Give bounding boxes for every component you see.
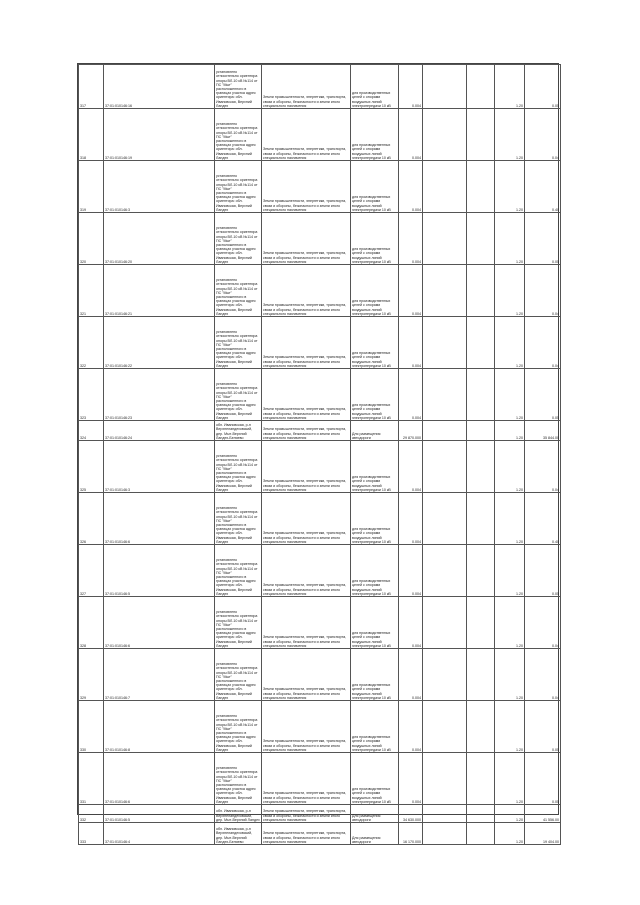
row-number-cell: 327 <box>79 545 104 597</box>
column-8-cell <box>467 317 495 369</box>
column-8-cell <box>467 805 495 823</box>
area-cell: 0.004 <box>399 545 423 597</box>
cadastral-number-cell: 37:01:010146:3 <box>104 161 215 213</box>
row-number-cell: 330 <box>79 701 104 753</box>
row-number-cell: 319 <box>79 161 104 213</box>
rate-cell: 1.20 <box>495 545 525 597</box>
column-8-cell <box>467 65 495 109</box>
area-cell: 0.004 <box>399 213 423 265</box>
table-row <box>79 701 561 753</box>
value-cell: 0.05 <box>525 701 561 753</box>
column-7-cell <box>423 369 467 421</box>
address-cell: установлено относительно ориентира опоры ВЛ-10 кВ №114 от ПС "Мыт" расположенного в границах участка адрес ориентира: обл. Ивановская, Верхний Ландех <box>215 597 262 649</box>
value-cell: 19 404.00 <box>525 823 561 845</box>
land-category-cell: Земли промышленности, энергетики, транспорта, связи и обороны, безопасности и земли иного специального назначения <box>262 161 351 213</box>
cadastral-number-cell: 37:01:010146:24 <box>104 421 215 441</box>
column-7-cell <box>423 213 467 265</box>
table-row <box>79 441 561 493</box>
permitted-use-cell: для производственных целей с опорами воздушных линий электропередачи 10 кВ <box>351 493 399 545</box>
rate-cell: 1.20 <box>495 649 525 701</box>
value-cell: 41 556.00 <box>525 805 561 823</box>
land-category-cell: Земли промышленности, энергетики, транспорта, связи и обороны, безопасности и земли иного специального назначения <box>262 753 351 805</box>
table-row <box>79 805 561 823</box>
area-cell: 16 170.000 <box>399 823 423 845</box>
permitted-use-cell: для производственных целей с опорами воздушных линий электропередачи 10 кВ <box>351 753 399 805</box>
address-cell: обл. Ивановская, р-н Верхнеландеховский, дер. Мыт-Верхний Ландех <box>215 805 262 823</box>
column-7-cell <box>423 823 467 845</box>
address-cell: установлено относительно ориентира опоры ВЛ-10 кВ №114 от ПС "Мыт" расположенного в границах участка адрес ориентира: обл. Ивановская, Верхний Ландех <box>215 753 262 805</box>
row-number-cell: 332 <box>79 805 104 823</box>
value-cell: 0.05 <box>525 213 561 265</box>
value-cell: 0.04 <box>525 109 561 161</box>
permitted-use-cell: для производственных целей с опорами воздушных линий электропередачи 10 кВ <box>351 65 399 109</box>
permitted-use-cell: для производственных целей с опорами воздушных линий электропередачи 10 кВ <box>351 213 399 265</box>
value-cell: 0.05 <box>525 545 561 597</box>
cadastral-number-cell: 37:01:010146:6 <box>104 493 215 545</box>
value-cell: 0.05 <box>525 65 561 109</box>
row-number-cell: 324 <box>79 421 104 441</box>
column-8-cell <box>467 161 495 213</box>
address-cell: установлено относительно ориентира опоры ВЛ-10 кВ №114 от ПС "Мыт" расположенного в границах участка адрес ориентира: обл. Ивановская, Верхний Ландех <box>215 109 262 161</box>
area-cell: 0.004 <box>399 317 423 369</box>
column-7-cell <box>423 597 467 649</box>
table-row <box>79 753 561 805</box>
permitted-use-cell: Для размещения автодороги <box>351 823 399 845</box>
address-cell: установлено относительно ориентира опоры ВЛ-10 кВ №114 от ПС "Мыт" расположенного в границах участка адрес ориентира: обл. Ивановская, Верхний Ландех <box>215 649 262 701</box>
column-8-cell <box>467 701 495 753</box>
cadastral-number-cell: 37:01:010146:7 <box>104 649 215 701</box>
land-category-cell: Земли промышленности, энергетики, транспорта, связи и обороны, безопасности и земли иного специального назначения <box>262 545 351 597</box>
cadastral-number-cell: 37:01:010146:20 <box>104 213 215 265</box>
row-number-cell: 329 <box>79 649 104 701</box>
rate-cell: 1.20 <box>495 317 525 369</box>
table-row <box>79 421 561 441</box>
address-cell: установлено относительно ориентира опоры ВЛ-10 кВ №114 от ПС "Мыт" расположенного в границах участка адрес ориентира: обл. Ивановская, Верхний Ландех <box>215 65 262 109</box>
column-8-cell <box>467 649 495 701</box>
permitted-use-cell: для производственных целей с опорами воздушных линий электропередачи 10 кВ <box>351 317 399 369</box>
rate-cell: 1.20 <box>495 213 525 265</box>
area-cell: 0.004 <box>399 701 423 753</box>
value-cell: 35 844.00 <box>525 421 561 441</box>
land-category-cell: Земли промышленности, энергетики, транспорта, связи и обороны, безопасности и земли иного специального назначения <box>262 213 351 265</box>
area-cell: 0.004 <box>399 369 423 421</box>
address-cell: установлено относительно ориентира опоры ВЛ-10 кВ №114 от ПС "Мыт" расположенного в границах участка адрес ориентира: обл. Ивановская, Верхний Ландех <box>215 493 262 545</box>
land-category-cell: Земли промышленности, энергетики, транспорта, связи и обороны, безопасности и земли иного специального назначения <box>262 109 351 161</box>
column-7-cell <box>423 649 467 701</box>
cadastral-number-cell: 37:01:010146:23 <box>104 369 215 421</box>
value-cell: 0.04 <box>525 317 561 369</box>
land-category-cell: Земли промышленности, энергетики, транспорта, связи и обороны, безопасности и земли иного специального назначения <box>262 649 351 701</box>
area-cell: 0.004 <box>399 109 423 161</box>
table-row <box>79 597 561 649</box>
rate-cell: 1.20 <box>495 161 525 213</box>
rate-cell: 1.20 <box>495 493 525 545</box>
land-category-cell: Земли промышленности, энергетики, транспорта, связи и обороны, безопасности и земли иного специального назначения <box>262 805 351 823</box>
address-cell: установлено относительно ориентира опоры ВЛ-10 кВ №114 от ПС "Мыт" расположенного в границах участка адрес ориентира: обл. Ивановская, Верхний Ландех <box>215 545 262 597</box>
row-number-cell: 322 <box>79 317 104 369</box>
row-number-cell: 331 <box>79 753 104 805</box>
address-cell: установлено относительно ориентира опоры ВЛ-10 кВ №114 от ПС "Мыт" расположенного в границах участка адрес ориентира: обл. Ивановская, Верхний Ландех <box>215 213 262 265</box>
table-row <box>79 109 561 161</box>
column-7-cell <box>423 545 467 597</box>
land-category-cell: Земли промышленности, энергетики, транспорта, связи и обороны, безопасности и земли иного специального назначения <box>262 317 351 369</box>
cadastral-number-cell: 37:01:010146:16 <box>104 65 215 109</box>
column-8-cell <box>467 823 495 845</box>
row-number-cell: 333 <box>79 823 104 845</box>
column-8-cell <box>467 545 495 597</box>
permitted-use-cell: Для размещения автодороги <box>351 805 399 823</box>
land-category-cell: Земли промышленности, энергетики, транспорта, связи и обороны, безопасности и земли иного специального назначения <box>262 265 351 317</box>
column-7-cell <box>423 161 467 213</box>
column-7-cell <box>423 493 467 545</box>
value-cell: 0.04 <box>525 649 561 701</box>
cadastral-number-cell: 37:01:010146:6 <box>104 753 215 805</box>
column-8-cell <box>467 597 495 649</box>
column-8-cell <box>467 265 495 317</box>
table-row <box>79 317 561 369</box>
column-7-cell <box>423 265 467 317</box>
table-row <box>79 545 561 597</box>
column-7-cell <box>423 805 467 823</box>
address-cell: установлено относительно ориентира опоры ВЛ-10 кВ №114 от ПС "Мыт" расположенного в границах участка адрес ориентира: обл. Ивановская, Верхний Ландех <box>215 317 262 369</box>
land-category-cell: Земли промышленности, энергетики, транспорта, связи и обороны, безопасности и земли иного специального назначения <box>262 65 351 109</box>
rate-cell: 1.20 <box>495 441 525 493</box>
area-cell: 0.004 <box>399 597 423 649</box>
land-category-cell: Земли промышленности, энергетики, транспорта, связи и обороны, безопасности и земли иного специального назначения <box>262 823 351 845</box>
row-number-cell: 323 <box>79 369 104 421</box>
column-7-cell <box>423 421 467 441</box>
cadastral-number-cell: 37:01:010146:5 <box>104 805 215 823</box>
column-7-cell <box>423 65 467 109</box>
row-number-cell: 318 <box>79 109 104 161</box>
permitted-use-cell: Для размещения автодороги <box>351 421 399 441</box>
table-row <box>79 369 561 421</box>
row-number-cell: 320 <box>79 213 104 265</box>
land-category-cell: Земли промышленности, энергетики, транспорта, связи и обороны, безопасности и земли иного специального назначения <box>262 493 351 545</box>
permitted-use-cell: для производственных целей с опорами воздушных линий электропередачи 10 кВ <box>351 701 399 753</box>
cadastral-number-cell: 37:01:010146:19 <box>104 109 215 161</box>
land-plots-table <box>78 64 561 845</box>
value-cell: 0.05 <box>525 753 561 805</box>
permitted-use-cell: для производственных целей с опорами воздушных линий электропередачи 10 кВ <box>351 109 399 161</box>
address-cell: установлено относительно ориентира опоры ВЛ-10 кВ №114 от ПС "Мыт" расположенного в границах участка адрес ориентира: обл. Ивановская, Верхний Ландех <box>215 369 262 421</box>
cadastral-number-cell: 37:01:010146:22 <box>104 317 215 369</box>
column-7-cell <box>423 441 467 493</box>
rate-cell: 1.20 <box>495 109 525 161</box>
table-row <box>79 493 561 545</box>
area-cell: 0.004 <box>399 441 423 493</box>
value-cell: 0.04 <box>525 265 561 317</box>
column-8-cell <box>467 369 495 421</box>
column-7-cell <box>423 701 467 753</box>
address-cell: установлено относительно ориентира опоры ВЛ-10 кВ №114 от ПС "Мыт" расположенного в границах участка адрес ориентира: обл. Ивановская, Верхний Ландех <box>215 701 262 753</box>
row-number-cell: 321 <box>79 265 104 317</box>
land-category-cell: Земли промышленности, энергетики, транспорта, связи и обороны, безопасности и земли иного специального назначения <box>262 701 351 753</box>
area-cell: 0.004 <box>399 649 423 701</box>
table-row <box>79 161 561 213</box>
permitted-use-cell: для производственных целей с опорами воздушных линий электропередачи 10 кВ <box>351 545 399 597</box>
permitted-use-cell: для производственных целей с опорами воздушных линий электропередачи 10 кВ <box>351 441 399 493</box>
column-8-cell <box>467 109 495 161</box>
area-cell: 34 630.000 <box>399 805 423 823</box>
area-cell: 29 870.000 <box>399 421 423 441</box>
area-cell: 0.004 <box>399 65 423 109</box>
rate-cell: 1.20 <box>495 753 525 805</box>
column-8-cell <box>467 493 495 545</box>
column-7-cell <box>423 109 467 161</box>
column-8-cell <box>467 441 495 493</box>
area-cell: 0.004 <box>399 161 423 213</box>
land-category-cell: Земли промышленности, энергетики, транспорта, связи и обороны, безопасности и земли иного специального назначения <box>262 597 351 649</box>
land-category-cell: Земли промышленности, энергетики, транспорта, связи и обороны, безопасности и земли иного специального назначения <box>262 369 351 421</box>
permitted-use-cell: для производственных целей с опорами воздушных линий электропередачи 10 кВ <box>351 369 399 421</box>
row-number-cell: 328 <box>79 597 104 649</box>
cadastral-number-cell: 37:01:010146:5 <box>104 545 215 597</box>
column-8-cell <box>467 753 495 805</box>
rate-cell: 1.20 <box>495 597 525 649</box>
area-cell: 0.004 <box>399 753 423 805</box>
value-cell: 0.40 <box>525 161 561 213</box>
table-row <box>79 649 561 701</box>
address-cell: установлено относительно ориентира опоры ВЛ-10 кВ №114 от ПС "Мыт" расположенного в границах участка адрес ориентира: обл. Ивановская, Верхний Ландех <box>215 161 262 213</box>
document-sheet <box>77 63 559 844</box>
column-7-cell <box>423 753 467 805</box>
area-cell: 0.004 <box>399 265 423 317</box>
permitted-use-cell: для производственных целей с опорами воздушных линий электропередачи 10 кВ <box>351 597 399 649</box>
column-8-cell <box>467 213 495 265</box>
rate-cell: 1.20 <box>495 701 525 753</box>
row-number-cell: 326 <box>79 493 104 545</box>
value-cell: 0.40 <box>525 493 561 545</box>
address-cell: обл. Ивановская, р-н Верхнеландеховский, дер. Мыт-Верхний Ландех-Беляево <box>215 421 262 441</box>
table-row <box>79 265 561 317</box>
value-cell: 0.04 <box>525 597 561 649</box>
rate-cell: 1.20 <box>495 65 525 109</box>
area-cell: 0.004 <box>399 493 423 545</box>
column-8-cell <box>467 421 495 441</box>
cadastral-number-cell: 37:01:010146:6 <box>104 597 215 649</box>
cadastral-number-cell: 37:01:010146:4 <box>104 823 215 845</box>
land-category-cell: Земли промышленности, энергетики, транспорта, связи и обороны, безопасности и земли иного специального назначения <box>262 421 351 441</box>
row-number-cell: 325 <box>79 441 104 493</box>
permitted-use-cell: для производственных целей с опорами воздушных линий электропередачи 10 кВ <box>351 161 399 213</box>
rate-cell: 1.20 <box>495 823 525 845</box>
value-cell: 0.04 <box>525 441 561 493</box>
address-cell: установлено относительно ориентира опоры ВЛ-10 кВ №114 от ПС "Мыт" расположенного в границах участка адрес ориентира: обл. Ивановская, Верхний Ландех <box>215 265 262 317</box>
address-cell: установлено относительно ориентира опоры ВЛ-10 кВ №114 от ПС "Мыт" расположенного в границах участка адрес ориентира: обл. Ивановская, Верхний Ландех <box>215 441 262 493</box>
cadastral-number-cell: 37:01:010146:3 <box>104 441 215 493</box>
cadastral-number-cell: 37:01:010146:8 <box>104 701 215 753</box>
column-7-cell <box>423 317 467 369</box>
permitted-use-cell: для производственных целей с опорами воздушных линий электропередачи 10 кВ <box>351 649 399 701</box>
permitted-use-cell: для производственных целей с опорами воздушных линий электропередачи 10 кВ <box>351 265 399 317</box>
value-cell: 0.05 <box>525 369 561 421</box>
rate-cell: 1.20 <box>495 805 525 823</box>
rate-cell: 1.20 <box>495 369 525 421</box>
cadastral-number-cell: 37:01:010146:21 <box>104 265 215 317</box>
land-category-cell: Земли промышленности, энергетики, транспорта, связи и обороны, безопасности и земли иного специального назначения <box>262 441 351 493</box>
row-number-cell: 317 <box>79 65 104 109</box>
table-row <box>79 65 561 109</box>
address-cell: обл. Ивановская, р-н Верхнеландеховский, дер. Мыт-Верхний Ландех-Беляево <box>215 823 262 845</box>
table-row <box>79 823 561 845</box>
rate-cell: 1.20 <box>495 421 525 441</box>
rate-cell: 1.20 <box>495 265 525 317</box>
table-row <box>79 213 561 265</box>
